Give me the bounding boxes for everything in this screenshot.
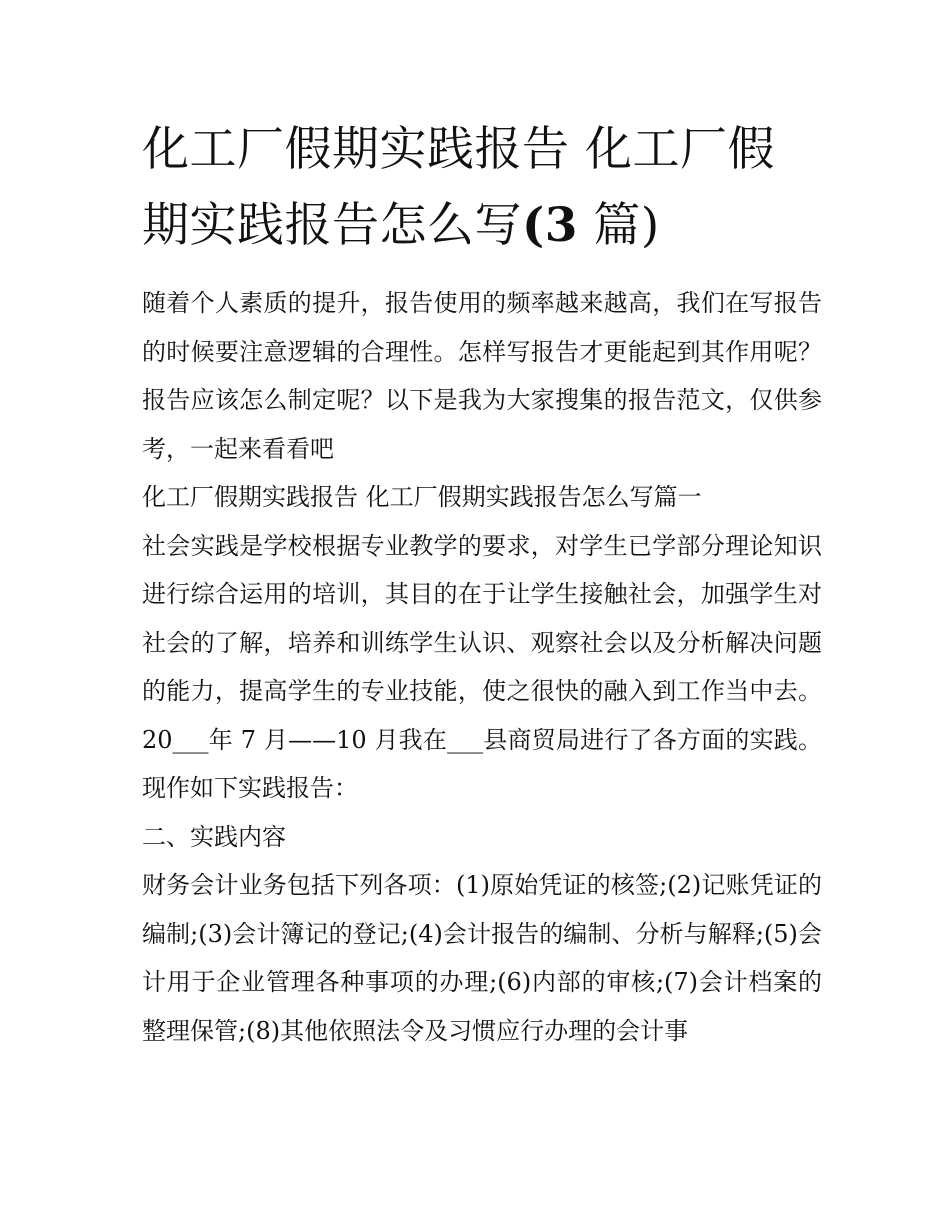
body-paragraph: 财务会计业务包括下列各项：(1)原始凭证的核签;(2)记账凭证的编制;(3)会计簿记的登记;(4)会计报告的编制、分析与解释;(5)会计用于企业管理各种事项的办理;(6)内部的审核;(7)会计档案的整理保管;(8)其他依照法令及习惯应行办理的会计事	[142, 871, 822, 1045]
section-heading-content: 二、实践内容	[142, 822, 286, 851]
intro-paragraph: 随着个人素质的提升，报告使用的频率越来越高，我们在写报告的时候要注意逻辑的合理性。怎样写报告才更能起到其作用呢？报告应该怎么制定呢？以下是我为大家搜集的报告范文，仅供参考，一起来看看吧	[142, 289, 822, 463]
document-body	[142, 279, 822, 1055]
title-suffix: 篇)	[577, 198, 660, 253]
title-text: 化工厂假期实践报告 化工厂假期实践报告怎么写	[142, 122, 775, 253]
body-paragraph: 社会实践是学校根据专业教学的要求，对学生已学部分理论知识进行综合运用的培训，其目的在于让学生接触社会，加强学生对社会的了解，培养和训练学生认识、观察社会以及分析解决问题的能力，提高学生的专业技能，使之很快的融入到工作当中去。20___年 7 月——10 月我在___县商贸局进行了各方面的实践。现作如下实践报告：	[142, 531, 822, 802]
document-title	[142, 112, 822, 264]
document-page	[142, 112, 822, 1055]
section-heading-part-one: 化工厂假期实践报告 化工厂假期实践报告怎么写篇一	[142, 483, 702, 511]
title-count: (3	[522, 198, 578, 253]
